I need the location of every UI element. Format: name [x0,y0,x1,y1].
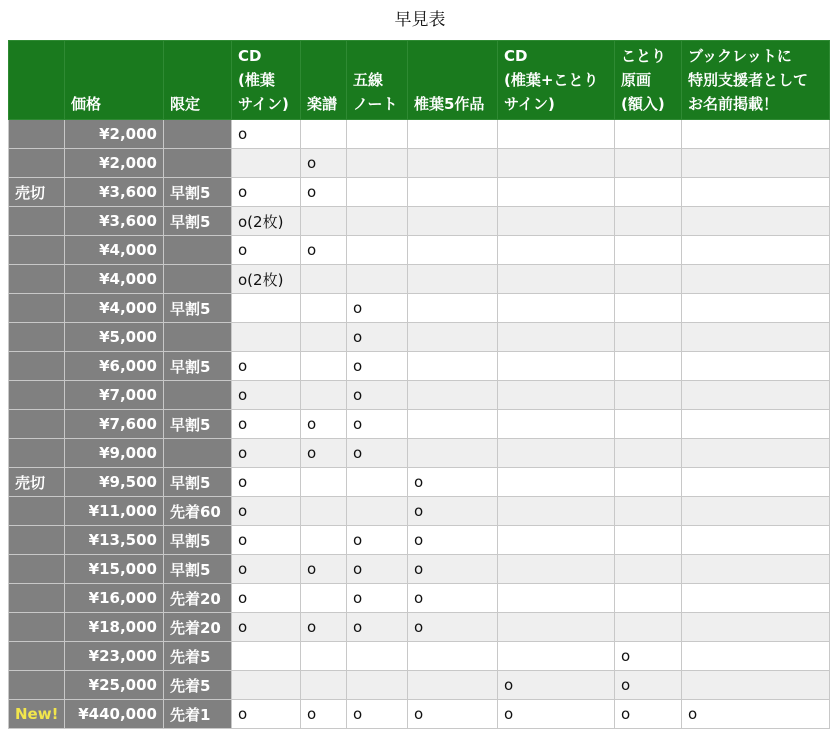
table-cell [301,642,347,671]
table-row [9,642,830,671]
limit-cell: 早割5 [164,468,232,497]
status-cell: 売切 [9,178,65,207]
price-cell: ¥4,000 [65,265,164,294]
table-cell [301,526,347,555]
price-cell: ¥7,600 [65,410,164,439]
table-row [9,178,830,207]
table-cell [615,555,682,584]
table-cell [408,352,498,381]
limit-cell [164,439,232,468]
column-header: CD (椎葉+ことり サイン) [498,41,615,120]
table-row [9,236,830,265]
price-cell: ¥7,000 [65,381,164,410]
limit-cell: 早割5 [164,207,232,236]
table-cell [682,323,830,352]
table-cell: o [347,410,408,439]
table-cell [682,120,830,149]
table-cell [301,381,347,410]
limit-cell: 早割5 [164,352,232,381]
table-cell [408,381,498,410]
table-cell [615,149,682,178]
table-cell [301,584,347,613]
status-cell [9,613,65,642]
table-cell: o [615,671,682,700]
table-cell: o [408,613,498,642]
table-cell [347,642,408,671]
table-cell: o [498,671,615,700]
table-cell [301,468,347,497]
status-cell: 売切 [9,468,65,497]
table-cell [498,381,615,410]
table-row [9,149,830,178]
table-cell [408,236,498,265]
table-cell [498,207,615,236]
page-title: 早見表 [394,10,446,30]
table-row [9,207,830,236]
table-cell: o [232,526,301,555]
price-cell: ¥13,500 [65,526,164,555]
status-cell [9,410,65,439]
status-cell [9,526,65,555]
table-cell [682,410,830,439]
table-cell [301,120,347,149]
table-cell [347,207,408,236]
table-cell [615,120,682,149]
price-cell: ¥9,500 [65,468,164,497]
price-cell: ¥25,000 [65,671,164,700]
table-cell: o [301,178,347,207]
table-cell: o(2枚) [232,265,301,294]
table-cell [615,613,682,642]
table-cell [615,178,682,207]
table-cell [498,642,615,671]
table-cell [682,294,830,323]
table-cell [232,323,301,352]
price-cell: ¥15,000 [65,555,164,584]
column-header [9,41,65,120]
table-cell: o [232,381,301,410]
table-cell [301,497,347,526]
table-cell [682,497,830,526]
price-cell: ¥2,000 [65,149,164,178]
limit-cell: 早割5 [164,555,232,584]
column-header: 五線 ノート [347,41,408,120]
table-cell [301,207,347,236]
table-cell [347,497,408,526]
column-header: ことり 原画 (額入) [615,41,682,120]
table-cell [408,439,498,468]
table-cell [682,178,830,207]
table-cell: o [347,613,408,642]
table-row [9,526,830,555]
status-cell [9,236,65,265]
column-header: CD (椎葉 サイン) [232,41,301,120]
table-cell: o [232,613,301,642]
table-cell [498,120,615,149]
table-cell [682,381,830,410]
limit-cell [164,323,232,352]
limit-cell: 先着1 [164,700,232,729]
table-cell [347,265,408,294]
table-cell [498,468,615,497]
table-cell: o [301,439,347,468]
limit-cell: 先着5 [164,642,232,671]
column-header: 椎葉5作品 [408,41,498,120]
table-row [9,468,830,497]
table-cell: o [347,700,408,729]
table-cell: o [347,526,408,555]
status-cell [9,352,65,381]
table-cell [682,207,830,236]
table-cell [301,671,347,700]
price-cell: ¥16,000 [65,584,164,613]
table-row [9,352,830,381]
table-cell [498,323,615,352]
table-cell [347,671,408,700]
status-cell: New! [9,700,65,729]
table-cell [682,642,830,671]
table-cell: o [408,497,498,526]
table-cell [232,294,301,323]
table-cell [347,120,408,149]
table-cell [615,294,682,323]
table-cell [682,352,830,381]
limit-cell [164,381,232,410]
table-cell: o [301,236,347,265]
table-cell [615,381,682,410]
table-cell [615,236,682,265]
table-cell: o [301,410,347,439]
table-cell [682,555,830,584]
limit-cell: 早割5 [164,178,232,207]
table-cell: o [232,352,301,381]
table-cell [498,236,615,265]
table-cell: o [301,613,347,642]
column-header: ブックレットに 特別支援者として お名前掲載！ [682,41,830,120]
table-cell [347,178,408,207]
table-cell: o [347,584,408,613]
table-cell [615,410,682,439]
table-cell [301,352,347,381]
table-cell: o [232,584,301,613]
table-cell [301,323,347,352]
table-cell: o [232,555,301,584]
table-row [9,439,830,468]
limit-cell [164,236,232,265]
price-cell: ¥4,000 [65,236,164,265]
table-cell [682,584,830,613]
table-cell: o [347,294,408,323]
table-cell [408,120,498,149]
table-cell [498,584,615,613]
table-cell [232,642,301,671]
table-cell [498,497,615,526]
status-cell [9,149,65,178]
table-cell [408,178,498,207]
table-cell: o [232,468,301,497]
table-cell [408,294,498,323]
price-cell: ¥11,000 [65,497,164,526]
table-cell [682,236,830,265]
table-cell [347,149,408,178]
limit-cell: 早割5 [164,526,232,555]
table-cell [682,526,830,555]
table-cell [408,410,498,439]
status-cell [9,497,65,526]
column-header: 楽譜 [301,41,347,120]
table-cell [301,294,347,323]
table-cell [408,149,498,178]
column-header: 価格 [65,41,164,120]
table-row [9,700,830,729]
price-cell: ¥440,000 [65,700,164,729]
table-cell [408,323,498,352]
status-cell [9,642,65,671]
table-cell: o [232,700,301,729]
table-cell: o [408,584,498,613]
table-cell [615,439,682,468]
table-cell: o [232,497,301,526]
limit-cell: 早割5 [164,294,232,323]
table-row [9,265,830,294]
status-cell [9,323,65,352]
table-cell: o [347,381,408,410]
table-cell: o [232,178,301,207]
table-row [9,555,830,584]
table-cell [408,207,498,236]
table-cell [408,671,498,700]
limit-cell: 先着20 [164,584,232,613]
table-cell [615,265,682,294]
table-cell [347,236,408,265]
table-cell [498,613,615,642]
table-cell: o [682,700,830,729]
price-cell: ¥2,000 [65,120,164,149]
limit-cell: 先着20 [164,613,232,642]
table-cell: o [408,555,498,584]
table-cell: o [498,700,615,729]
status-cell [9,584,65,613]
table-row [9,410,830,439]
table-cell [347,468,408,497]
price-cell: ¥5,000 [65,323,164,352]
table-cell [615,323,682,352]
table-row [9,323,830,352]
table-cell [615,468,682,497]
table-cell [615,497,682,526]
limit-cell: 早割5 [164,410,232,439]
limit-cell: 先着60 [164,497,232,526]
table-cell: o [347,323,408,352]
table-cell: o [232,120,301,149]
limit-cell [164,120,232,149]
table-cell [615,584,682,613]
table-cell [232,671,301,700]
table-row [9,120,830,149]
table-cell: o [232,439,301,468]
price-cell: ¥3,600 [65,178,164,207]
table-cell [301,265,347,294]
table-cell: o [615,700,682,729]
table-cell [498,265,615,294]
table-cell: o [232,410,301,439]
table-cell: o [301,700,347,729]
column-header: 限定 [164,41,232,120]
table-cell: o [615,642,682,671]
status-cell [9,439,65,468]
price-cell: ¥4,000 [65,294,164,323]
table-cell [408,265,498,294]
table-cell [615,526,682,555]
price-table [8,40,830,729]
status-cell [9,381,65,410]
limit-cell [164,265,232,294]
table-cell [498,149,615,178]
table-cell: o [347,352,408,381]
table-cell [498,410,615,439]
table-cell: o [408,468,498,497]
table-cell: o [232,236,301,265]
table-cell [682,613,830,642]
table-cell [498,352,615,381]
table-cell: o [301,555,347,584]
limit-cell [164,149,232,178]
table-cell: o [347,439,408,468]
table-cell [498,178,615,207]
price-cell: ¥6,000 [65,352,164,381]
table-cell [682,439,830,468]
status-cell [9,207,65,236]
table-cell [232,149,301,178]
table-cell [615,352,682,381]
table-cell: o [347,555,408,584]
table-cell [498,439,615,468]
status-cell [9,555,65,584]
price-cell: ¥3,600 [65,207,164,236]
table-cell [682,149,830,178]
table-cell: o [408,526,498,555]
table-cell [682,671,830,700]
table-row [9,381,830,410]
table-cell [498,526,615,555]
table-cell [498,555,615,584]
price-cell: ¥23,000 [65,642,164,671]
table-cell: o [408,700,498,729]
table-row [9,497,830,526]
table-body [9,120,830,729]
status-cell [9,265,65,294]
header-row [9,41,830,120]
status-cell [9,120,65,149]
table-cell [682,468,830,497]
table-cell [615,207,682,236]
table-cell [682,265,830,294]
status-cell [9,671,65,700]
price-cell: ¥9,000 [65,439,164,468]
table-cell: o [301,149,347,178]
table-cell [498,294,615,323]
price-cell: ¥18,000 [65,613,164,642]
table-row [9,613,830,642]
table-cell: o(2枚) [232,207,301,236]
table-cell [408,642,498,671]
table-row [9,671,830,700]
status-cell [9,294,65,323]
table-row [9,584,830,613]
table-row [9,294,830,323]
limit-cell: 先着5 [164,671,232,700]
